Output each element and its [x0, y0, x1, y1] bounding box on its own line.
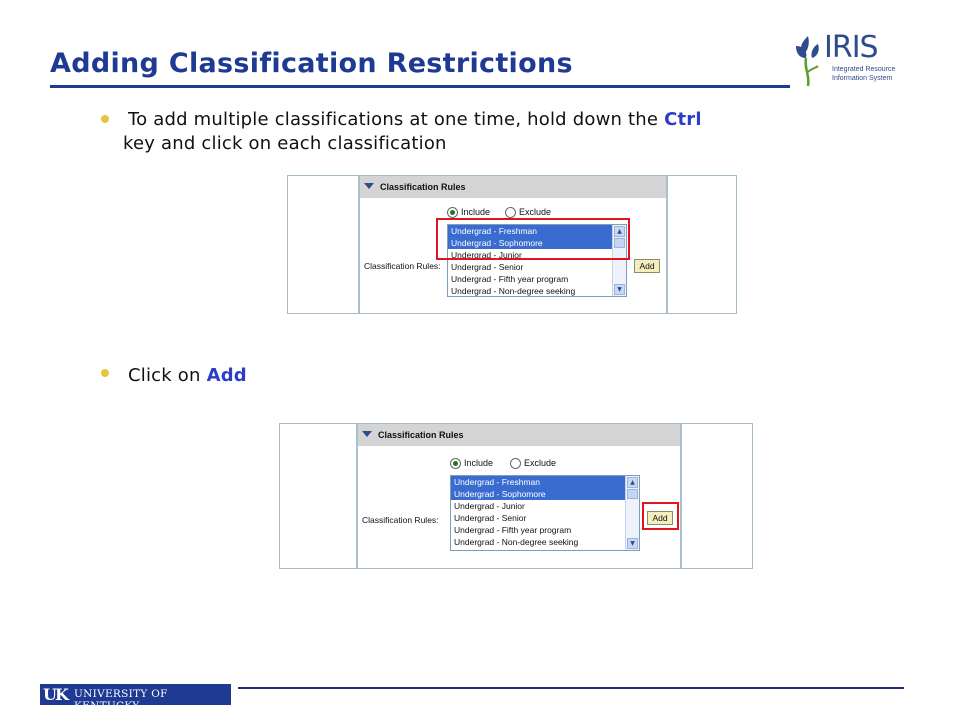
classification-listbox[interactable] — [450, 475, 640, 551]
listbox-option[interactable]: Undergrad - Senior — [454, 513, 527, 523]
panel-header[interactable] — [360, 176, 666, 198]
university-name: UNIVERSITY OF KENTUCKY — [74, 688, 168, 712]
footer-rule — [238, 687, 904, 689]
listbox-option[interactable]: Undergrad - Fifth year program — [454, 525, 572, 535]
exclude-label: Exclude — [519, 207, 552, 217]
bullet-text-add — [128, 364, 247, 388]
bullet-dot — [101, 369, 109, 377]
panel-header-label: Classification Rules — [378, 430, 464, 440]
radio-empty-icon — [510, 458, 521, 469]
listbox-option[interactable]: Undergrad - Junior — [451, 250, 522, 260]
logo-tagline-2: Information System — [832, 75, 893, 82]
iris-logo — [788, 28, 908, 92]
scroll-down-icon[interactable]: ▼ — [627, 538, 638, 549]
scroll-down-icon[interactable]: ▼ — [614, 284, 625, 295]
classification-rules-label: Classification Rules: — [362, 515, 439, 525]
listbox-scrollbar[interactable] — [625, 476, 639, 550]
classification-rules-label: Classification Rules: — [364, 261, 441, 271]
listbox-option[interactable]: Undergrad - Fifth year program — [451, 274, 569, 284]
exclude-radio[interactable] — [510, 458, 556, 469]
slide-title: Adding Classification Restrictions — [50, 48, 573, 79]
listbox-option[interactable]: Undergrad - Sophomore — [448, 237, 626, 249]
bullet1-text-before: To add multiple classifications at one time, hold down the — [128, 109, 665, 130]
include-label: Include — [461, 207, 491, 217]
listbox-option[interactable]: Undergrad - Non-degree seeking — [454, 537, 579, 547]
screenshot-click-add — [279, 423, 753, 569]
radio-empty-icon — [505, 207, 516, 218]
listbox-option[interactable]: Undergrad - Senior — [451, 262, 524, 272]
include-radio[interactable] — [450, 458, 493, 469]
scroll-thumb[interactable] — [627, 489, 638, 499]
radio-selected-icon — [447, 207, 458, 218]
listbox-option[interactable]: Undergrad - Freshman — [448, 225, 626, 237]
title-underline — [50, 85, 790, 88]
exclude-radio[interactable] — [505, 207, 551, 218]
add-button[interactable]: Add — [647, 511, 673, 525]
listbox-option[interactable]: Undergrad - Non-degree seeking — [451, 286, 576, 296]
radio-selected-icon — [450, 458, 461, 469]
bullet-text-ctrl — [123, 108, 888, 156]
add-callout-box — [642, 502, 679, 530]
uk-mark: UK — [43, 685, 67, 704]
scroll-up-icon[interactable]: ▲ — [614, 226, 625, 237]
exclude-label: Exclude — [524, 458, 557, 468]
logo-tagline-1: Integrated Resource — [832, 66, 896, 73]
collapse-triangle-icon[interactable] — [362, 431, 372, 437]
bullet2-add-highlight: Add — [206, 365, 247, 386]
collapse-triangle-icon[interactable] — [364, 183, 374, 189]
bullet2-text-before: Click on — [128, 365, 207, 386]
uk-footer-logo — [40, 684, 231, 712]
bullet1-text-after: key and click on each classification — [123, 133, 447, 154]
panel-header[interactable] — [358, 424, 680, 446]
listbox-option[interactable]: Undergrad - Sophomore — [451, 488, 639, 500]
include-radio[interactable] — [447, 207, 490, 218]
panel-header-label: Classification Rules — [380, 182, 466, 192]
listbox-option[interactable]: Undergrad - Junior — [454, 501, 525, 511]
include-label: Include — [464, 458, 494, 468]
scroll-up-icon[interactable]: ▲ — [627, 477, 638, 488]
logo-name: IRIS — [824, 30, 878, 65]
screenshot-ctrl-select — [287, 175, 737, 314]
bullet1-ctrl-highlight: Ctrl — [664, 109, 702, 130]
add-button[interactable]: Add — [634, 259, 660, 273]
listbox-option[interactable]: Undergrad - Freshman — [451, 476, 639, 488]
classification-panel — [356, 424, 682, 568]
bullet-dot — [101, 115, 109, 123]
selection-callout-box — [436, 218, 630, 260]
